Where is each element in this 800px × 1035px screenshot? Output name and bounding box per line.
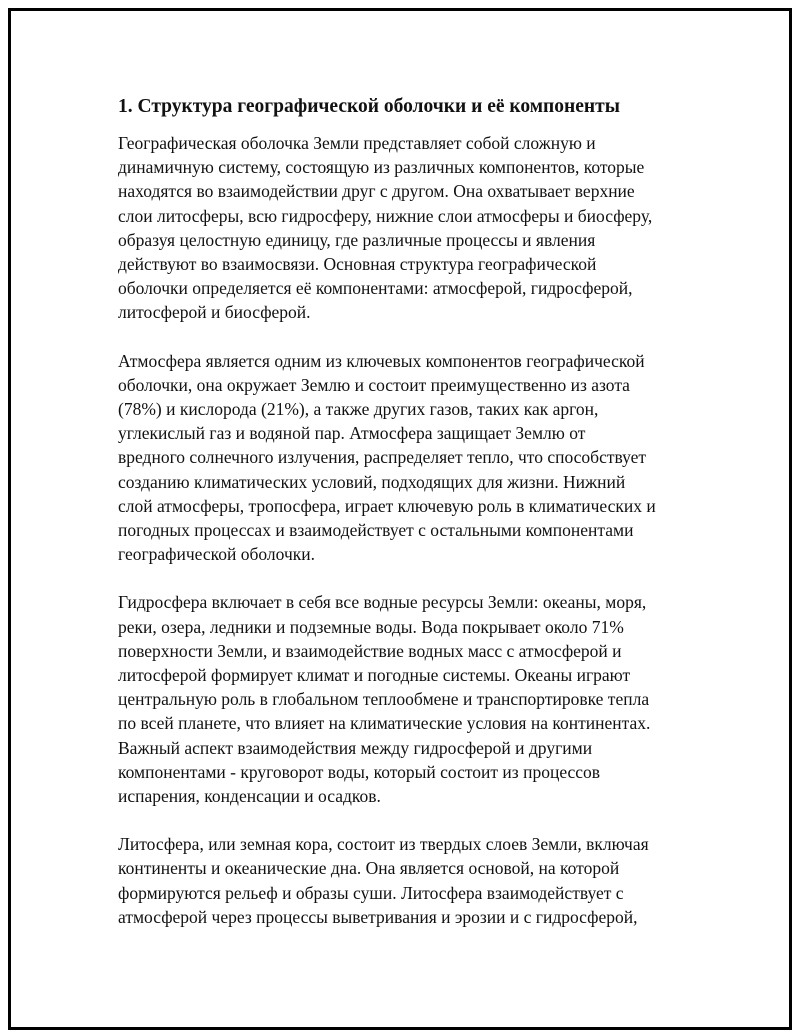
text-line: находятся во взаимодействии друг с другом. Она охватывает верхние xyxy=(118,181,635,202)
text-line: оболочки, она окружает Землю и состоит преимущественно из азота xyxy=(118,374,630,395)
paragraph-lithosphere xyxy=(118,832,698,929)
text-line: формируются рельеф и образы суши. Литосфера взаимодействует с xyxy=(118,882,624,903)
section-heading: 1. Структура географической оболочки и её компоненты xyxy=(118,96,620,117)
paragraph-hydrosphere xyxy=(118,590,698,808)
text-line: литосферой формирует климат и погодные системы. Океаны играют xyxy=(118,665,631,686)
text-line: Литосфера, или земная кора, состоит из твердых слоев Земли, включая xyxy=(118,834,649,855)
paragraph-atmosphere xyxy=(118,349,698,567)
text-line: компонентами - круговорот воды, который состоит из процессов xyxy=(118,761,601,782)
text-line: атмосферой через процессы выветривания и эрозии и с гидросферой, xyxy=(118,906,638,927)
text-line: оболочки определяется её компонентами: атмосферой, гидросферой, xyxy=(118,278,633,299)
text-line: образуя целостную единицу, где различные процессы и явления xyxy=(118,229,596,250)
text-line: (78%) и кислорода (21%), а также других газов, таких как аргон, xyxy=(118,399,599,420)
text-line: по всей планете, что влияет на климатические условия на континентах. xyxy=(118,713,651,734)
text-line: Гидросфера включает в себя все водные ресурсы Земли: океаны, моря, xyxy=(118,592,647,613)
text-line: континенты и океанические дна. Она является основой, на которой xyxy=(118,858,620,879)
text-line: литосферой и биосферой. xyxy=(118,302,311,323)
text-line: испарения, конденсации и осадков. xyxy=(118,786,381,807)
document-body xyxy=(118,93,698,953)
text-line: созданию климатических условий, подходящих для жизни. Нижний xyxy=(118,471,626,492)
text-line: поверхности Земли, и взаимодействие водных масс с атмосферой и xyxy=(118,640,622,661)
paragraph-intro xyxy=(118,131,698,325)
text-line: Важный аспект взаимодействия между гидросферой и другими xyxy=(118,737,593,758)
text-line: слои литосферы, всю гидросферу, нижние слои атмосферы и биосферу, xyxy=(118,205,653,226)
text-line: центральную роль в глобальном теплообмене и транспортировке тепла xyxy=(118,689,650,710)
text-line: динамичную систему, состоящую из различных компонентов, которые xyxy=(118,157,645,178)
text-line: слой атмосферы, тропосфера, играет ключевую роль в климатических и xyxy=(118,495,656,516)
text-line: реки, озера, ледники и подземные воды. Вода покрывает около 71% xyxy=(118,616,624,637)
text-line: географической оболочки. xyxy=(118,544,315,565)
text-line: вредного солнечного излучения, распределяет тепло, что способствует xyxy=(118,447,647,468)
text-line: Географическая оболочка Земли представляет собой сложную и xyxy=(118,133,596,153)
text-line: Атмосфера является одним из ключевых компонентов географической xyxy=(118,350,645,371)
text-line: погодных процессах и взаимодействует с остальными компонентами xyxy=(118,520,634,541)
text-line: действуют во взаимосвязи. Основная структура географической xyxy=(118,254,597,275)
text-line: углекислый газ и водяной пар. Атмосфера защищает Землю от xyxy=(118,423,586,444)
